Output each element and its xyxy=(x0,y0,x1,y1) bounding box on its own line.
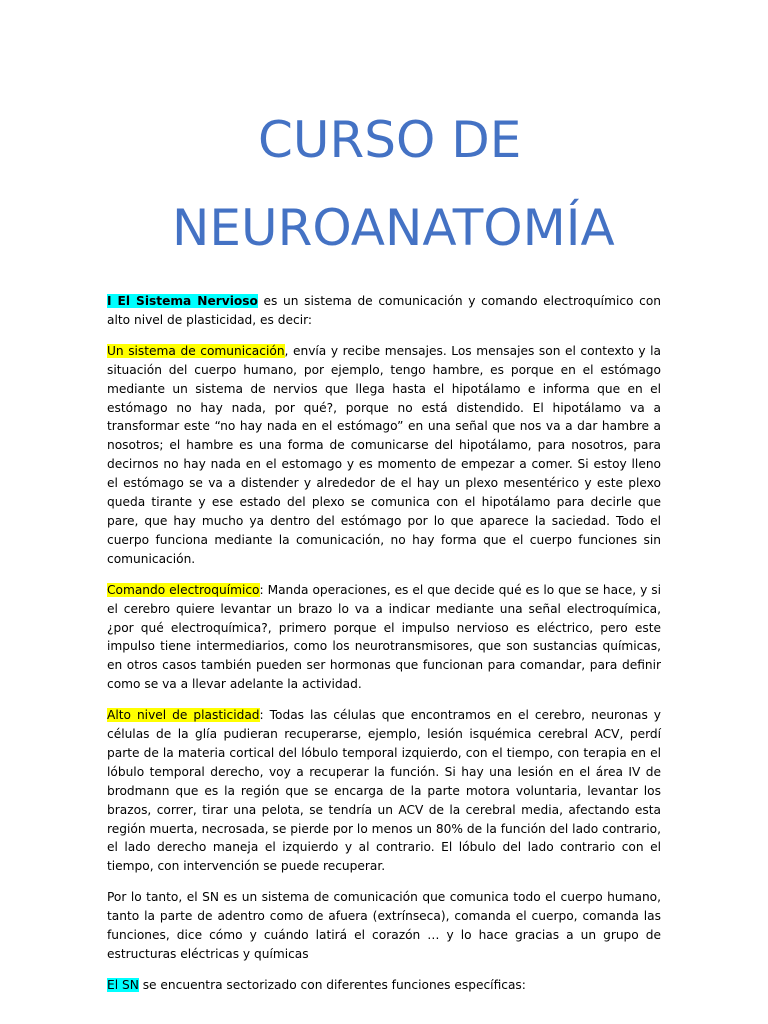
title-line-1: CURSO DE xyxy=(258,111,522,169)
highlight-sistema-nervioso: I El Sistema Nervioso xyxy=(107,294,258,308)
paragraph-el-sn xyxy=(107,976,661,995)
highlight-sistema-comunicacion: Un sistema de comunicación xyxy=(107,343,285,358)
paragraph-intro xyxy=(107,292,661,330)
highlight-el-sn: El SN xyxy=(107,977,139,992)
paragraph-comando xyxy=(107,581,661,694)
highlight-comando-electroquimico: Comando electroquímico xyxy=(107,582,260,597)
paragraph-text: es un sistema de comunicación y comando electroquímico con alto nivel de plasticidad, es decir: xyxy=(107,294,662,327)
title-line-2: NEUROANATOMÍA xyxy=(172,199,615,257)
document-title xyxy=(0,96,768,272)
paragraph-text: se encuentra sectorizado con diferentes funciones específicas: xyxy=(138,977,526,992)
paragraph-text: Por lo tanto, el SN es un sistema de comunicación que comunica todo el cuerpo humano, tanto la parte de adentro como de afuera (extrínseca), comanda el cuerpo, comanda las funciones, dice cómo y cuándo latirá el corazón … y lo hace gracias a un grupo de estructuras eléctricas y químicas xyxy=(107,890,661,961)
document-body xyxy=(107,292,661,1007)
paragraph-text: : Todas las células que encontramos en el cerebro, neuronas y células de la glía pudieran recuperarse, ejemplo, lesión isquémica cerebral ACV, perdí parte de la materia cortical del lóbulo temporal izquierdo, con el tiempo, con terapia en el lóbulo temporal derecho, voy a recuperar la función. Si hay una lesión en el área IV de brodmann que es la región que se encarga de la parte motora voluntaria, levantar los brazos, correr, tirar una pelota, se tendría un ACV de la cerebral media, afectando esta región muerta, necrosada, se pierde por lo menos un 80% de la función del lado contrario, el lado derecho maneja el izquierdo y al contrario. El lóbulo del lado contrario con el tiempo, con intervención se puede recuperar. xyxy=(107,708,662,874)
paragraph-plasticidad xyxy=(107,706,661,876)
paragraph-por-lo-tanto xyxy=(107,888,661,964)
paragraph-text: : Manda operaciones, es el que decide qué es lo que se hace, y si el cerebro quiere levantar un brazo lo va a indicar mediante una señal electroquímica, ¿por qué electroquímica?, primero porque el impulso nervioso es eléctrico, pero este impulso tiene intermediarios, como los neurotransmisores, que son sustancias químicas, en otros casos también pueden ser hormonas que funcionan para comandar, para definir como se va a llevar adelante la actividad. xyxy=(107,582,661,692)
paragraph-text: , envía y recibe mensajes. Los mensajes son el contexto y la situación del cuerpo humano, por ejemplo, tengo hambre, es porque en el estómago mediante un sistema de nervios que llega hasta el hipotálamo e informa que en el estómago no hay nada, por qué?, porque no está distendido. El hipotálamo va a transformar este “no hay nada en el estómago” en una señal que nos va a dar hambre a nosotros; el hambre es una forma de comunicarse del hipotálamo, para nosotros, para decirnos no hay nada en el estomago y es momento de empezar a comer. Si estoy lleno el estómago se va a distender y alrededor de el hay un plexo mesentérico y este plexo queda tirante y ese estado del plexo se comunica con el hipotálamo para decirle que pare, que hay mucho ya dentro del estómago por lo que aparece la saciedad. Todo el cuerpo funciona mediante la comunicación, no hay forma que el cuerpo funciones sin comunicación. xyxy=(107,343,661,566)
paragraph-comunicacion xyxy=(107,342,661,569)
highlight-alto-nivel-plasticidad: Alto nivel de plasticidad xyxy=(107,708,260,723)
